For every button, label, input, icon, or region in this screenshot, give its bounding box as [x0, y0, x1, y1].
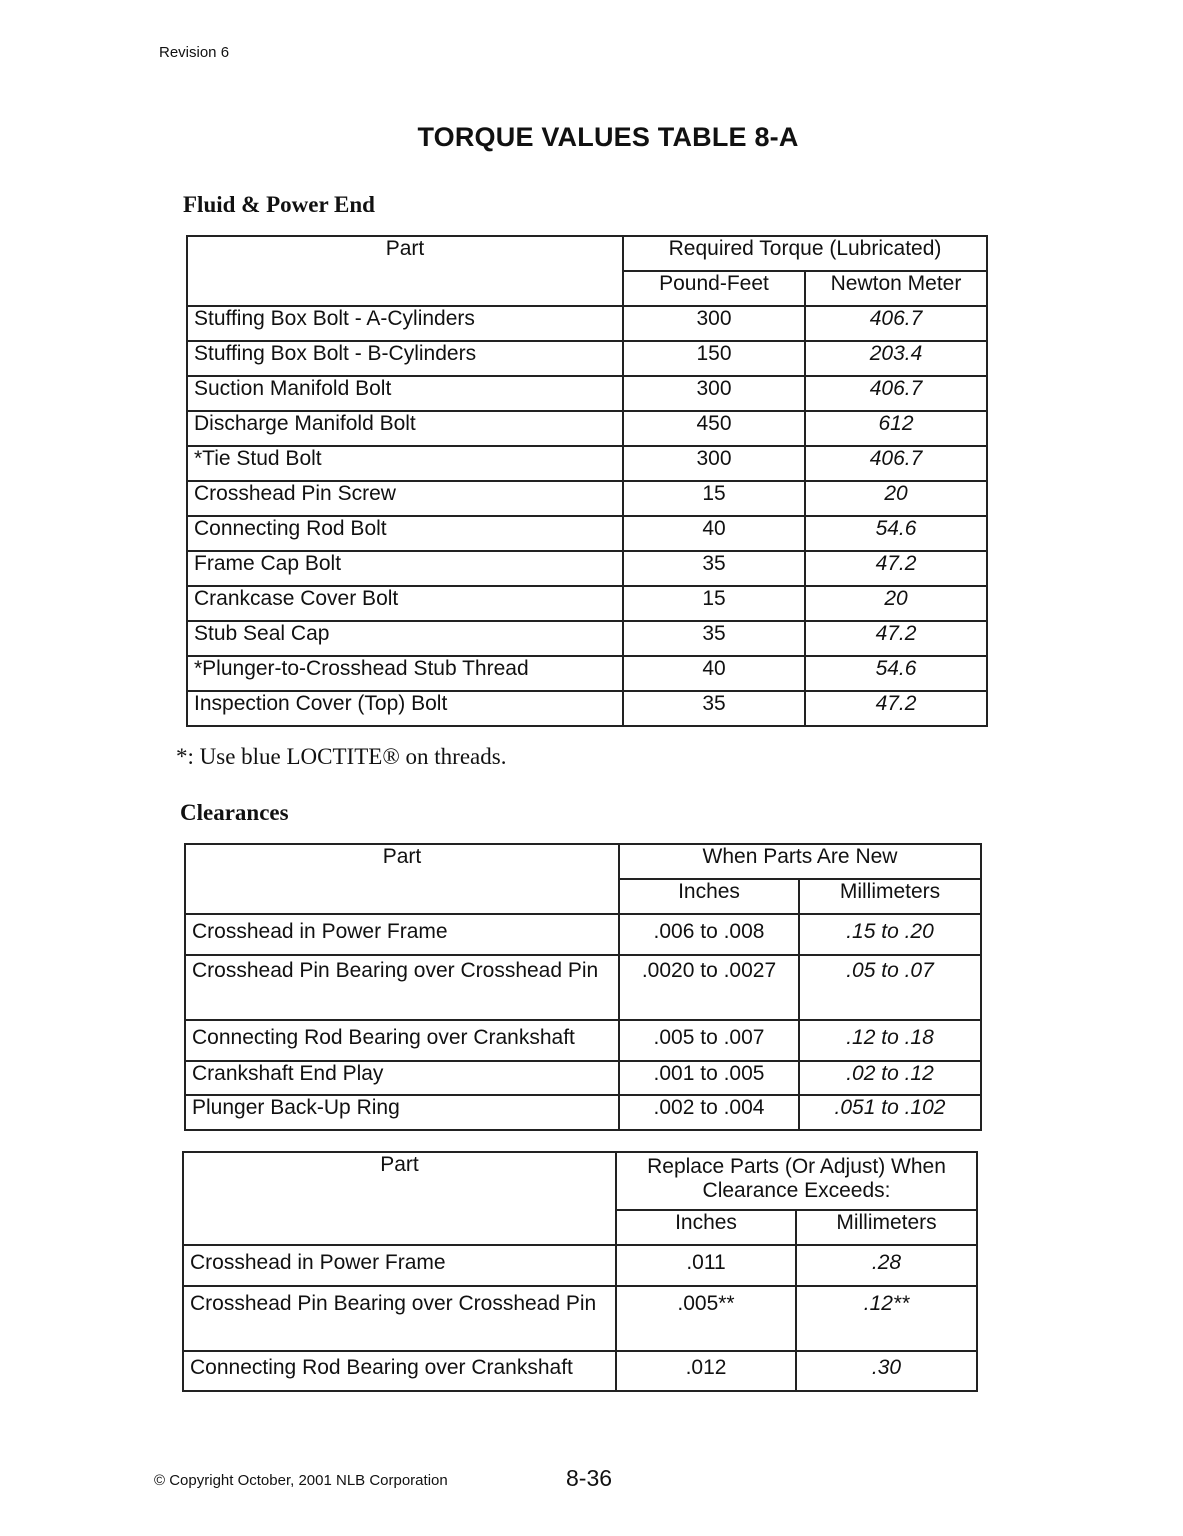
- page-title: TORQUE VALUES TABLE 8-A: [417, 122, 799, 152]
- table-row: [187, 446, 987, 481]
- page-number: 8-36: [566, 1465, 613, 1491]
- millimeters-cell: .051 to .102: [799, 1095, 981, 1130]
- clearance-header-part: Part: [185, 844, 619, 914]
- part-cell: Crosshead Pin Bearing over Crosshead Pin: [185, 955, 619, 1020]
- table-row: [185, 1061, 981, 1095]
- millimeters-cell: .28: [796, 1245, 977, 1286]
- table-row: [183, 1245, 977, 1286]
- replace-header-part: Part: [183, 1152, 616, 1245]
- pound-feet-cell: 150: [623, 341, 805, 376]
- inches-cell: .001 to .005: [619, 1061, 799, 1095]
- part-cell: Suction Manifold Bolt: [187, 376, 623, 411]
- inches-cell: .005**: [616, 1286, 796, 1351]
- torque-header-group: Required Torque (Lubricated): [623, 236, 987, 271]
- part-cell: Connecting Rod Bearing over Crankshaft: [185, 1020, 619, 1061]
- newton-meter-cell: 203.4: [805, 341, 987, 376]
- loctite-note: *: Use blue LOCTITE® on threads.: [176, 744, 507, 769]
- part-cell: Discharge Manifold Bolt: [187, 411, 623, 446]
- table-row: [187, 411, 987, 446]
- replace-header-millimeters: Millimeters: [796, 1210, 977, 1245]
- torque-header-pound-feet: Pound-Feet: [623, 271, 805, 306]
- table-row: [187, 306, 987, 341]
- newton-meter-cell: 612: [805, 411, 987, 446]
- pound-feet-cell: 300: [623, 446, 805, 481]
- part-cell: Crosshead Pin Screw: [187, 481, 623, 516]
- table-row: [187, 376, 987, 411]
- table-row: [187, 656, 987, 691]
- millimeters-cell: .05 to .07: [799, 955, 981, 1020]
- inches-cell: .006 to .008: [619, 914, 799, 955]
- table-row: [185, 914, 981, 955]
- table-row: [183, 1351, 977, 1391]
- table-row: [185, 1020, 981, 1061]
- table-row: [183, 1286, 977, 1351]
- millimeters-cell: .12**: [796, 1286, 977, 1351]
- part-cell: *Plunger-to-Crosshead Stub Thread: [187, 656, 623, 691]
- millimeters-cell: .30: [796, 1351, 977, 1391]
- newton-meter-cell: 54.6: [805, 516, 987, 551]
- replace-header-inches: Inches: [616, 1210, 796, 1245]
- newton-meter-cell: 47.2: [805, 691, 987, 726]
- part-cell: Stuffing Box Bolt - B-Cylinders: [187, 341, 623, 376]
- table-row: [187, 586, 987, 621]
- part-cell: Crosshead in Power Frame: [185, 914, 619, 955]
- pound-feet-cell: 300: [623, 306, 805, 341]
- part-cell: Connecting Rod Bearing over Crankshaft: [183, 1351, 616, 1391]
- pound-feet-cell: 35: [623, 621, 805, 656]
- part-cell: *Tie Stud Bolt: [187, 446, 623, 481]
- pound-feet-cell: 40: [623, 656, 805, 691]
- part-cell: Crankshaft End Play: [185, 1061, 619, 1095]
- clearances-new-table: [184, 843, 982, 1131]
- newton-meter-cell: 47.2: [805, 621, 987, 656]
- inches-cell: .012: [616, 1351, 796, 1391]
- section-heading-clearances: Clearances: [180, 800, 289, 825]
- newton-meter-cell: 406.7: [805, 306, 987, 341]
- part-cell: Inspection Cover (Top) Bolt: [187, 691, 623, 726]
- newton-meter-cell: 406.7: [805, 446, 987, 481]
- table-row: [187, 621, 987, 656]
- millimeters-cell: .15 to .20: [799, 914, 981, 955]
- pound-feet-cell: 35: [623, 691, 805, 726]
- pound-feet-cell: 15: [623, 481, 805, 516]
- table-row: [185, 1095, 981, 1130]
- section-heading-fluid-power: Fluid & Power End: [183, 192, 375, 217]
- part-cell: Crankcase Cover Bolt: [187, 586, 623, 621]
- newton-meter-cell: 406.7: [805, 376, 987, 411]
- millimeters-cell: .12 to .18: [799, 1020, 981, 1061]
- part-cell: Plunger Back-Up Ring: [185, 1095, 619, 1130]
- table-row: [187, 516, 987, 551]
- copyright-notice: © Copyright October, 2001 NLB Corporation: [154, 1472, 448, 1489]
- millimeters-cell: .02 to .12: [799, 1061, 981, 1095]
- part-cell: Frame Cap Bolt: [187, 551, 623, 586]
- clearances-replace-table: [182, 1151, 978, 1392]
- table-row: [187, 691, 987, 726]
- torque-table: [186, 235, 988, 727]
- inches-cell: .0020 to .0027: [619, 955, 799, 1020]
- table-row: [187, 551, 987, 586]
- table-row: [185, 955, 981, 1020]
- part-cell: Stub Seal Cap: [187, 621, 623, 656]
- torque-header-newton-meter: Newton Meter: [805, 271, 987, 306]
- clearance-header-millimeters: Millimeters: [799, 879, 981, 914]
- clearance-header-group: When Parts Are New: [619, 844, 981, 879]
- pound-feet-cell: 15: [623, 586, 805, 621]
- revision-label: Revision 6: [159, 44, 230, 61]
- clearance-header-inches: Inches: [619, 879, 799, 914]
- torque-header-part: Part: [187, 236, 623, 306]
- newton-meter-cell: 20: [805, 586, 987, 621]
- newton-meter-cell: 20: [805, 481, 987, 516]
- table-row: [187, 341, 987, 376]
- part-cell: Crosshead in Power Frame: [183, 1245, 616, 1286]
- part-cell: Stuffing Box Bolt - A-Cylinders: [187, 306, 623, 341]
- inches-cell: .002 to .004: [619, 1095, 799, 1130]
- pound-feet-cell: 40: [623, 516, 805, 551]
- pound-feet-cell: 450: [623, 411, 805, 446]
- newton-meter-cell: 47.2: [805, 551, 987, 586]
- replace-header-group: Replace Parts (Or Adjust) When Clearance Exceeds:: [616, 1152, 977, 1210]
- part-cell: Crosshead Pin Bearing over Crosshead Pin: [183, 1286, 616, 1351]
- inches-cell: .005 to .007: [619, 1020, 799, 1061]
- pound-feet-cell: 300: [623, 376, 805, 411]
- newton-meter-cell: 54.6: [805, 656, 987, 691]
- table-row: [187, 481, 987, 516]
- part-cell: Connecting Rod Bolt: [187, 516, 623, 551]
- pound-feet-cell: 35: [623, 551, 805, 586]
- inches-cell: .011: [616, 1245, 796, 1286]
